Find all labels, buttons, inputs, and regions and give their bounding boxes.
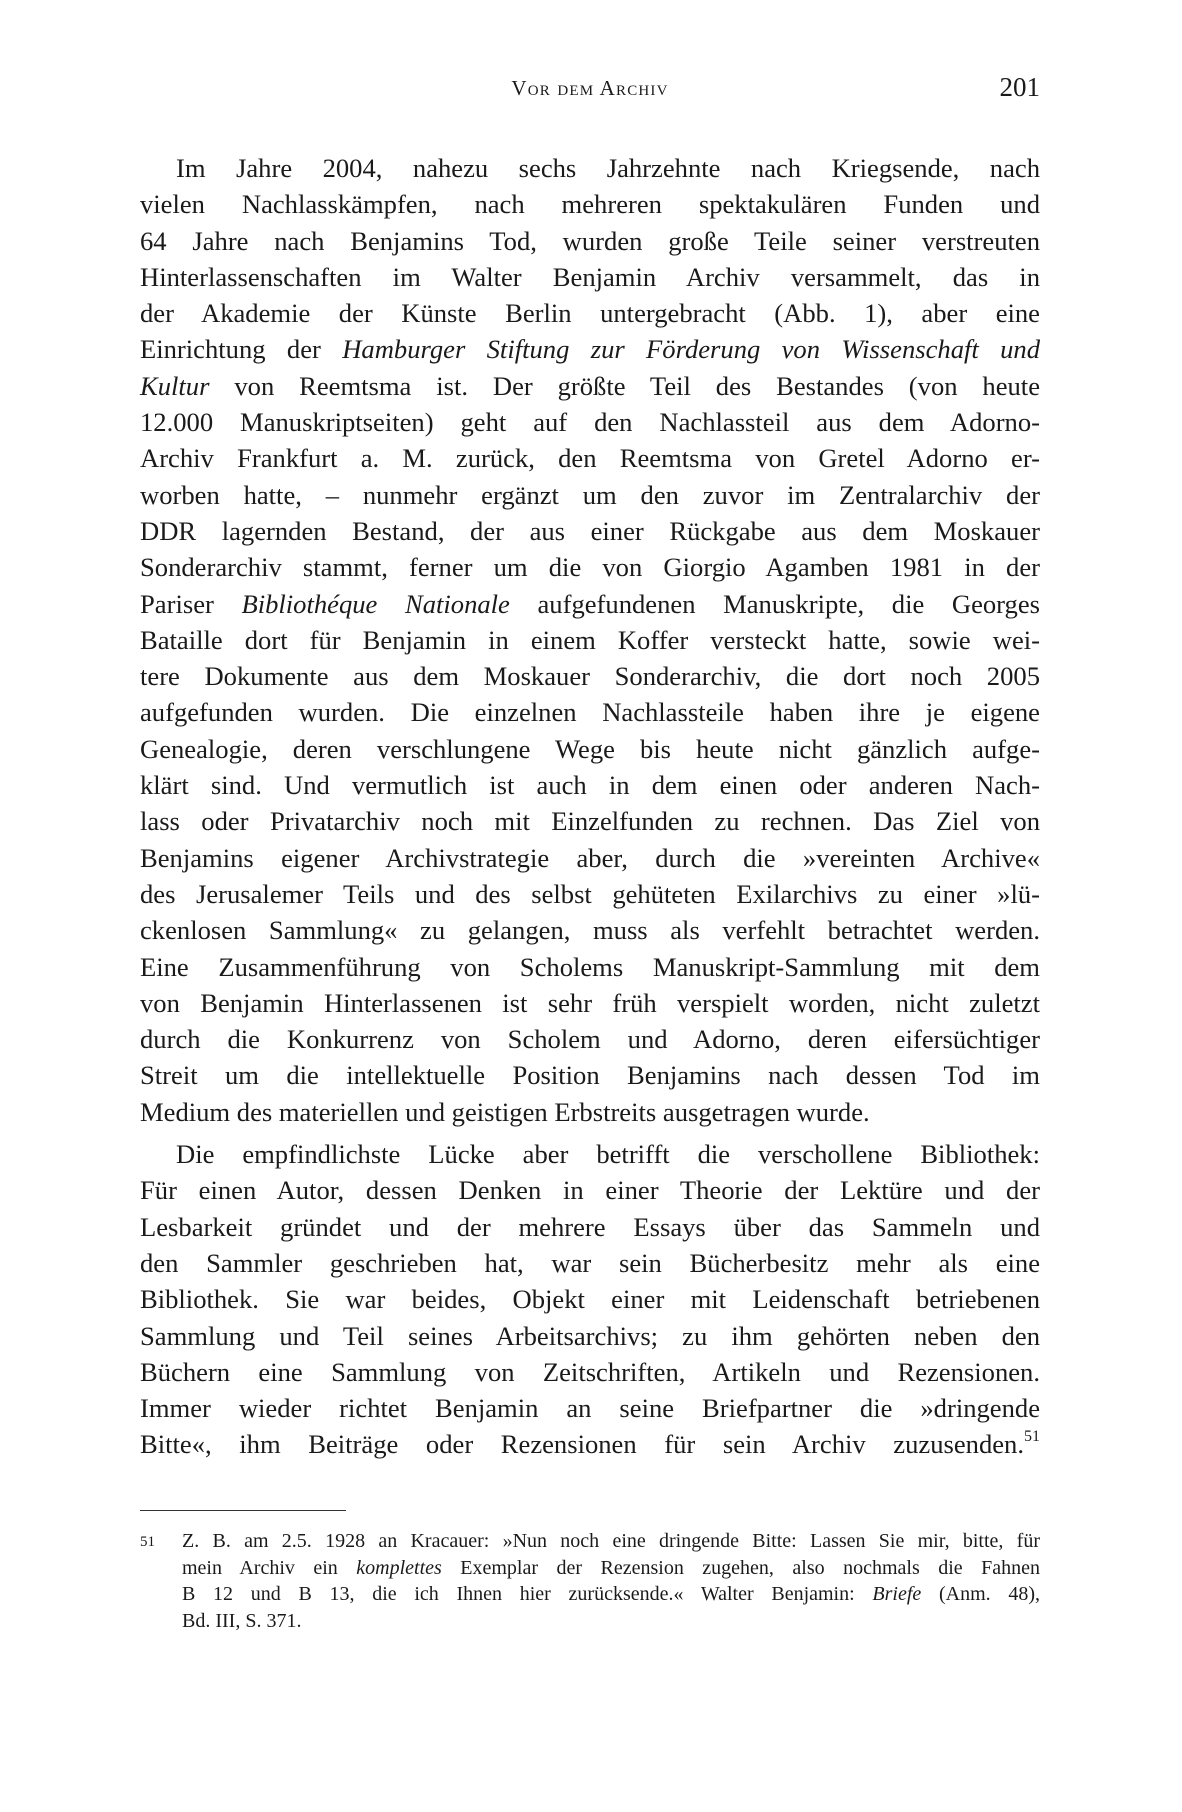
running-title: Vor dem Archiv — [511, 76, 669, 100]
text-line: durch die Konkurrenz von Scholem und Adorno, deren eifersüchtiger — [140, 1024, 1040, 1055]
text-line: klärt sind. Und vermutlich ist auch in dem einen oder anderen Nach- — [140, 770, 1040, 801]
text-line: Lesbarkeit gründet und der mehrere Essays über das Sammeln und — [140, 1211, 1040, 1242]
text-line: ckenlosen Sammlung« zu gelangen, muss als verfehlt betrachtet werden. — [140, 915, 1040, 946]
text-line: des Jerusalemer Teils und des selbst gehüteten Exilarchivs zu einer »lü- — [140, 878, 1040, 909]
italic-word: komplettes — [356, 1556, 442, 1579]
text-line: tere Dokumente aus dem Moskauer Sonderarchiv, die dort noch 2005 — [140, 661, 1040, 692]
text-line — [140, 331, 1040, 367]
text-run: Exemplar der Rezension zugehen, also nochmals die Fahnen — [441, 1556, 1040, 1579]
text-line: 64 Jahre nach Benjamins Tod, wurden große Teile seiner verstreuten — [140, 225, 1040, 256]
italic-title-stiftung: Hamburger Stiftung zur Förderung von Wissenschaft und — [342, 334, 1040, 365]
footnote-line — [182, 1581, 1040, 1608]
footnote-number: 51 — [140, 1534, 155, 1550]
text-line: Benjamins eigener Archivstrategie aber, durch die »vereinten Archive« — [140, 842, 1040, 873]
text-line — [140, 368, 1040, 404]
text-run: Pariser — [140, 588, 242, 619]
text-run: Bitte«, ihm Beiträge oder Rezensionen für sein Archiv zuzusenden. — [140, 1429, 1024, 1460]
footnote-line: Bd. III, S. 371. — [182, 1609, 302, 1632]
text-line: Sonderarchiv stammt, ferner um die von Giorgio Agamben 1981 in der — [140, 552, 1040, 583]
text-line: Büchern eine Sammlung von Zeitschriften, Artikeln und Rezensionen. — [140, 1356, 1040, 1387]
italic-title-briefe: Briefe — [872, 1583, 922, 1605]
footnote-line — [182, 1555, 1040, 1582]
text-line: aufgefunden wurden. Die einzelnen Nachlassteile haben ihre je eigene — [140, 697, 1040, 728]
body-text — [140, 150, 1040, 1463]
text-line: DDR lagernden Bestand, der aus einer Rückgabe aus dem Moskauer — [140, 515, 1040, 546]
text-line: Die empfindlichste Lücke aber betrifft die verschollene Bibliothek: — [176, 1139, 1040, 1170]
text-line: Streit um die intellektuelle Position Benjamins nach dessen Tod im — [140, 1060, 1040, 1091]
text-line: Sammlung und Teil seines Arbeitsarchivs; zu ihm gehörten neben den — [140, 1320, 1040, 1351]
text-line: Medium des materiellen und geistigen Erbstreits ausgetragen wurde. — [140, 1096, 870, 1127]
footnote-body — [182, 1528, 1040, 1634]
text-line: Eine Zusammenführung von Scholems Manuskript-Sammlung mit dem — [140, 951, 1040, 982]
text-line — [140, 586, 1040, 622]
footnote-line: Z. B. am 2.5. 1928 an Kracauer: »Nun noch eine dringende Bitte: Lassen Sie mir, bitte, für — [182, 1530, 1040, 1552]
text-line: Bataille dort für Benjamin in einem Koffer versteckt hatte, sowie wei- — [140, 624, 1040, 655]
text-line: Für einen Autor, dessen Denken in einer Theorie der Lektüre und der — [140, 1175, 1040, 1206]
text-line: worben hatte, – nunmehr ergänzt um den zuvor im Zentralarchiv der — [140, 479, 1040, 510]
text-line: Bibliothek. Sie war beides, Objekt einer mit Leidenschaft betriebenen — [140, 1284, 1040, 1315]
text-line: lass oder Privatarchiv noch mit Einzelfunden zu rechnen. Das Ziel von — [140, 806, 1040, 837]
page-number: 201 — [999, 72, 1040, 102]
footnote-rule — [140, 1510, 346, 1511]
footnote-reference[interactable]: 51 — [1024, 1428, 1040, 1446]
running-head — [140, 72, 1040, 112]
text-run: Einrichtung der — [140, 334, 343, 365]
text-line: Im Jahre 2004, nahezu sechs Jahrzehnte nach Kriegsende, nach — [176, 153, 1040, 183]
text-line: Archiv Frankfurt a. M. zurück, den Reemtsma von Gretel Adorno er- — [140, 443, 1040, 474]
italic-title-bibliotheque: Bibliothéque Nationale — [241, 588, 510, 619]
text-line: den Sammler geschrieben hat, war sein Bücherbesitz mehr als eine — [140, 1247, 1040, 1278]
text-line: Hinterlassenschaften im Walter Benjamin Archiv versammelt, das in — [140, 261, 1040, 292]
text-line: Genealogie, deren verschlungene Wege bis heute nicht gänzlich aufge- — [140, 733, 1040, 764]
text-run: mein Archiv ein — [182, 1556, 357, 1579]
text-line — [140, 1426, 1040, 1462]
text-run: B 12 und B 13, die ich Ihnen hier zurücksende.« Walter Benjamin: — [182, 1583, 873, 1605]
text-line: vielen Nachlasskämpfen, nach mehreren spektakulären Funden und — [140, 189, 1040, 220]
paragraph-1 — [140, 150, 1040, 1130]
text-line: Immer wieder richtet Benjamin an seine Briefpartner die »dringende — [140, 1393, 1040, 1424]
italic-title-kultur: Kultur — [140, 370, 210, 401]
text-run: von Reemtsma ist. Der größte Teil des Bestandes (von heute — [234, 370, 1040, 401]
text-run: (Anm. 48), — [921, 1583, 1041, 1605]
footnote-51 — [140, 1528, 1040, 1634]
text-line: 12.000 Manuskriptseiten) geht auf den Nachlassteil aus dem Adorno- — [140, 407, 1040, 438]
text-line: von Benjamin Hinterlassenen ist sehr früh verspielt worden, nicht zuletzt — [140, 987, 1040, 1018]
text-line: der Akademie der Künste Berlin untergebracht (Abb. 1), aber eine — [140, 298, 1040, 329]
text-run: aufgefundenen Manuskripte, die Georges — [509, 588, 1041, 619]
paragraph-2 — [140, 1136, 1040, 1463]
